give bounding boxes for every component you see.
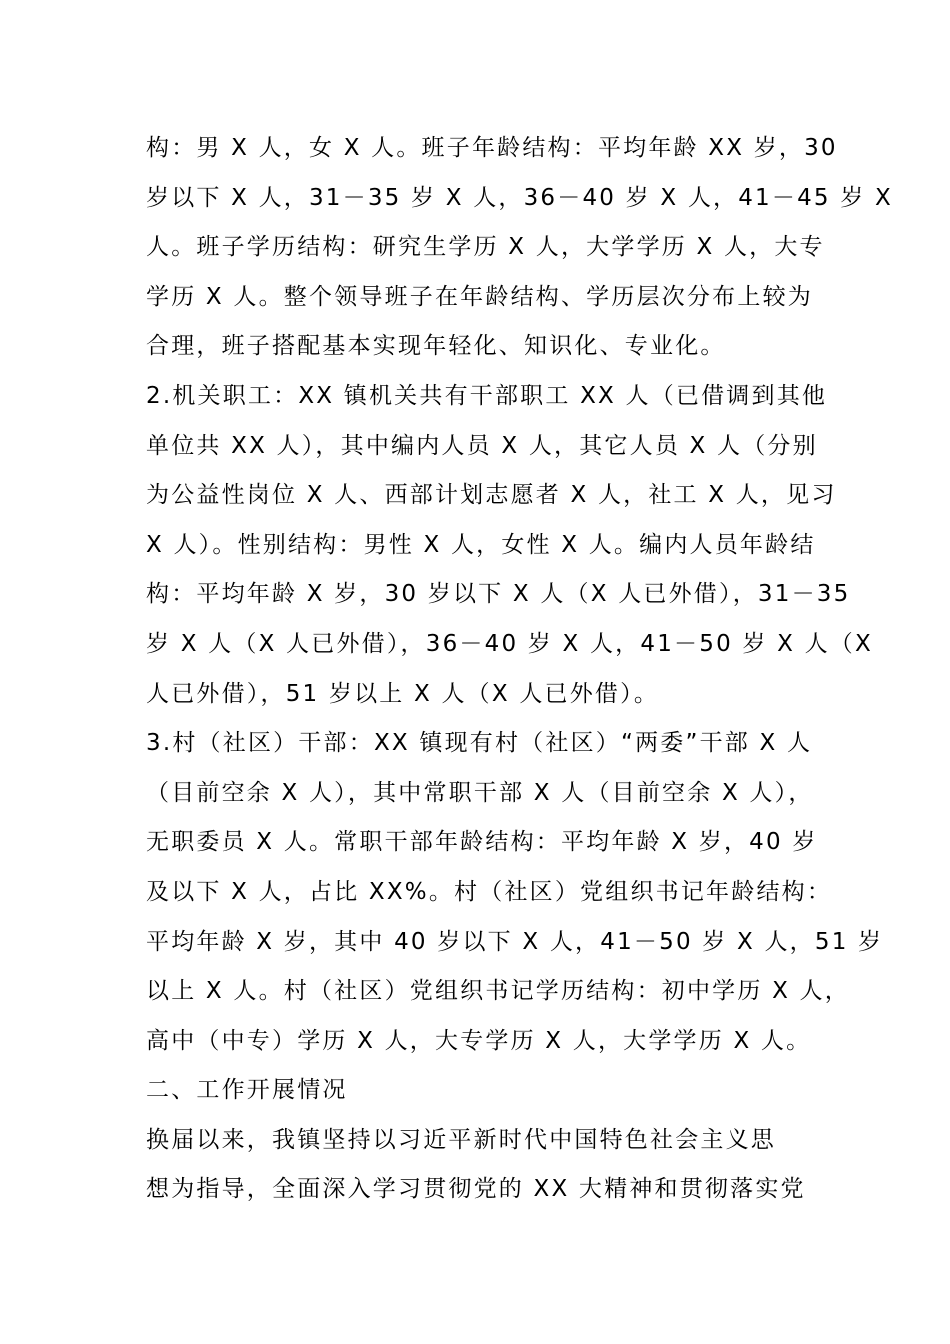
text-line: 换届以来，我镇坚持以习近平新时代中国特色社会主义思 <box>146 1126 776 1153</box>
text-line: 人。班子学历结构：研究生学历 X 人，大学学历 X 人，大专 <box>146 234 825 261</box>
document-body <box>146 124 893 1215</box>
text-line: 平均年龄 X 岁，其中 40 岁以下 X 人，41－50 岁 X 人，51 岁 <box>146 928 884 955</box>
text-line: 岁 X 人（X 人已外借），36－40 岁 X 人，41－50 岁 X 人（X <box>146 630 873 657</box>
text-line: 无职委员 X 人。常职干部年龄结构：平均年龄 X 岁，40 岁 <box>146 829 818 856</box>
text-line: 岁以下 X 人，31－35 岁 X 人，36－40 岁 X 人，41－45 岁 X <box>146 184 893 211</box>
section-heading-work: 二、工作开展情况 <box>146 1077 348 1104</box>
section-heading-village: 3.村（社区）干部：XX 镇现有村（社区）“两委”干部 X 人 <box>146 730 813 757</box>
text-line: 合理，班子搭配基本实现年轻化、知识化、专业化。 <box>146 333 726 360</box>
text-line: 构：平均年龄 X 岁，30 岁以下 X 人（X 人已外借），31－35 <box>146 581 851 608</box>
text-line: X 人）。性别结构：男性 X 人，女性 X 人。编内人员年龄结 <box>146 531 816 558</box>
text-line: 想为指导，全面深入学习贯彻党的 XX 大精神和贯彻落实党 <box>146 1176 806 1203</box>
text-line: 为公益性岗位 X 人、西部计划志愿者 X 人，社工 X 人，见习 <box>146 482 837 509</box>
text-line: 人已外借），51 岁以上 X 人（X 人已外借）。 <box>146 680 660 707</box>
text-line: 学历 X 人。整个领导班子在年龄结构、学历层次分布上较为 <box>146 283 813 310</box>
text-line: 单位共 XX 人），其中编内人员 X 人，其它人员 X 人（分别 <box>146 432 818 459</box>
text-line: 及以下 X 人，占比 XX%。村（社区）党组织书记年龄结构： <box>146 878 833 905</box>
text-line: 以上 X 人。村（社区）党组织书记学历结构：初中学历 X 人， <box>146 978 850 1005</box>
text-line: 构：男 X 人，女 X 人。班子年龄结构：平均年龄 XX 岁，30 <box>146 135 838 161</box>
section-heading-cadres: 2.机关职工：XX 镇机关共有干部职工 XX 人（已借调到其他 <box>146 382 828 409</box>
text-line: 高中（中专）学历 X 人，大专学历 X 人，大学学历 X 人。 <box>146 1027 812 1054</box>
text-line: （目前空余 X 人），其中常职干部 X 人（目前空余 X 人）， <box>146 779 814 806</box>
